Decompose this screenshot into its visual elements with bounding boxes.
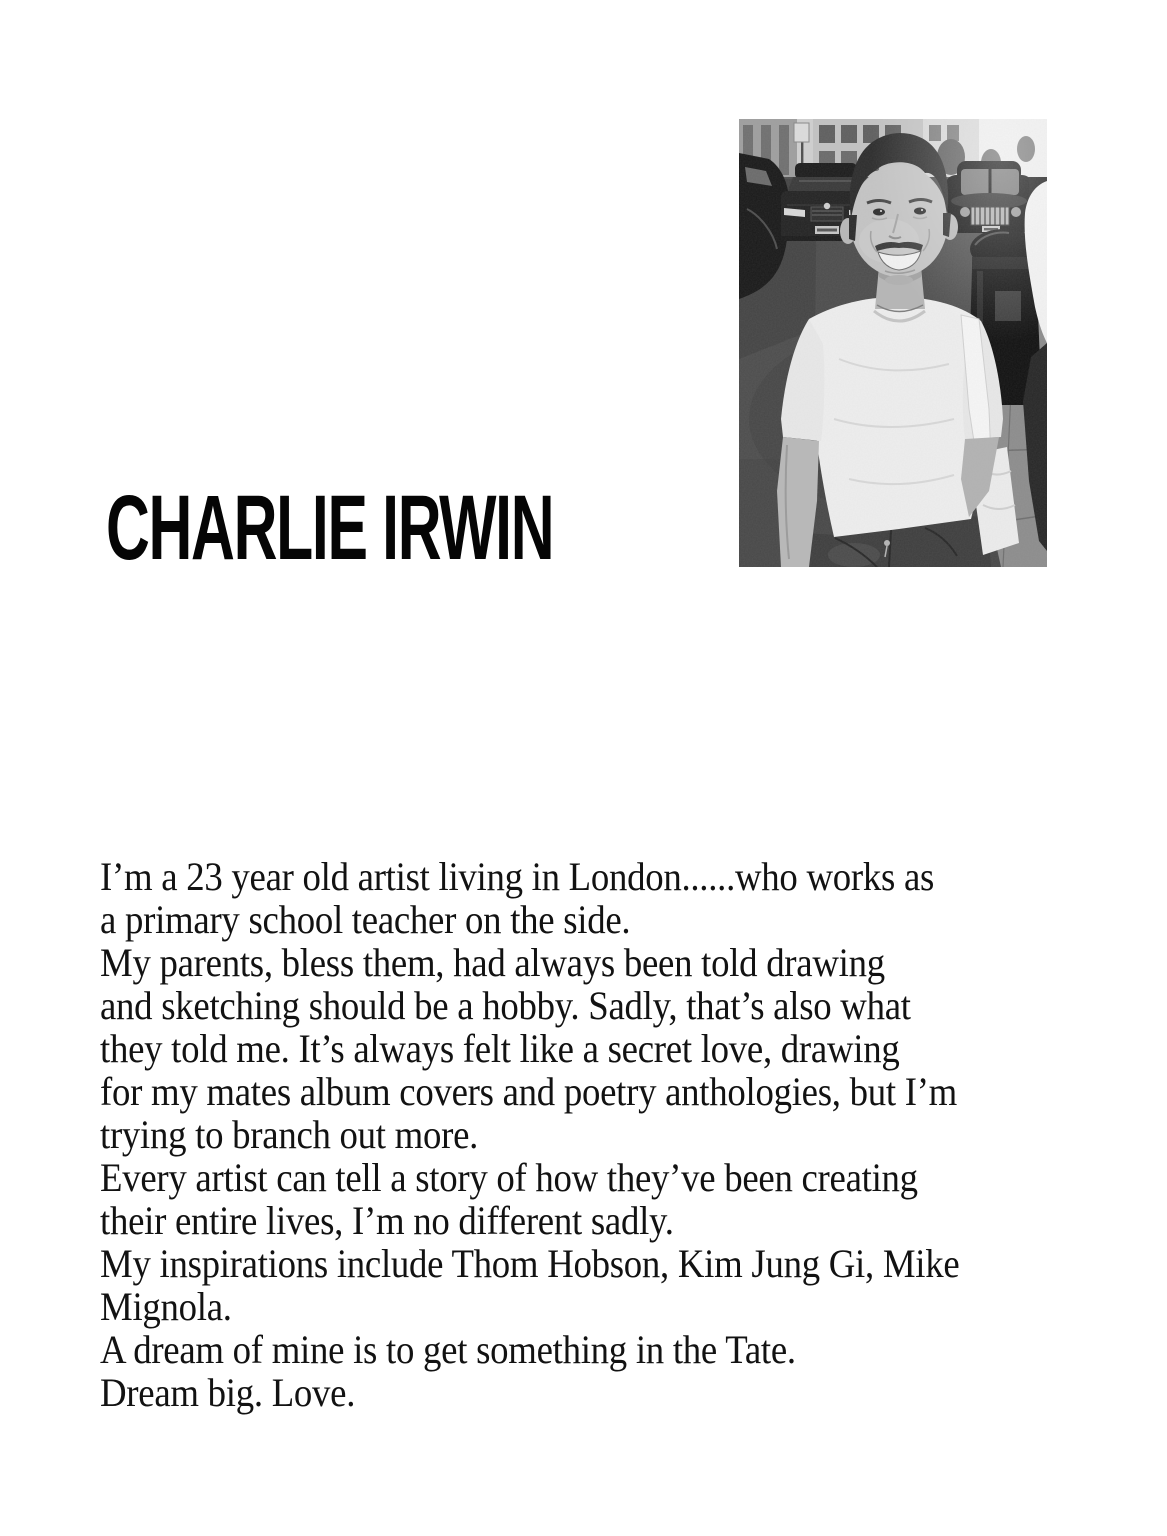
- bio-line: A dream of mine is to get something in the Tate.: [100, 1327, 796, 1372]
- bio-line: their entire lives, I’m no different sadly.: [100, 1198, 674, 1243]
- bio-line: a primary school teacher on the side.: [100, 897, 631, 942]
- bio-line: Dream big. Love.: [100, 1370, 356, 1415]
- bio-line: Every artist can tell a story of how they’ve been creating: [100, 1155, 918, 1200]
- page-title: CHARLIE IRWIN: [106, 477, 554, 579]
- street-portrait-illustration: [739, 119, 1047, 567]
- bio-line: My inspirations include Thom Hobson, Kim Jung Gi, Mike: [100, 1241, 960, 1286]
- bio-line: for my mates album covers and poetry anthologies, but I’m: [100, 1069, 958, 1114]
- bio-text: [100, 855, 959, 1414]
- film-grain: [739, 119, 1047, 567]
- bio-line: they told me. It’s always felt like a secret love, drawing: [100, 1026, 900, 1071]
- artist-photo: [739, 119, 1047, 567]
- bio-line: trying to branch out more.: [100, 1112, 479, 1157]
- bio-line: and sketching should be a hobby. Sadly, that’s also what: [100, 983, 911, 1028]
- bio-line: Mignola.: [100, 1284, 232, 1329]
- bio-line: My parents, bless them, had always been told drawing: [100, 940, 885, 985]
- bio-line: I’m a 23 year old artist living in London......who works as: [100, 854, 935, 899]
